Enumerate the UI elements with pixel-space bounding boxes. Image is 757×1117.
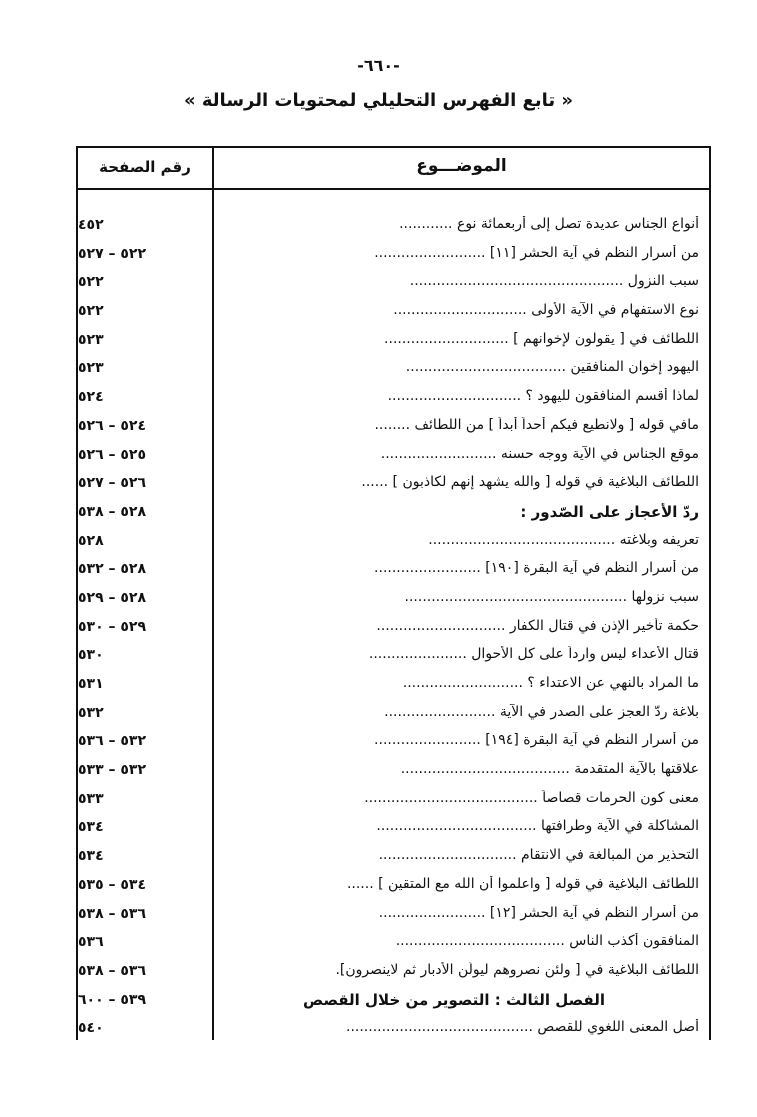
row-page-number: ٥٢٨ <box>78 532 104 549</box>
row-topic: من أسرار النظم في آية الحشر [١٢] ........................ <box>378 904 699 921</box>
table-row <box>78 958 709 987</box>
row-page-number: ٥٣٤ <box>78 848 104 865</box>
table-row <box>78 1015 709 1044</box>
table-row <box>78 987 709 1016</box>
row-topic: اللطائف البلاغية في [ ولئن نصروهم ليولّن الأدبار ثم لاينصرون]. <box>335 961 699 978</box>
table-row <box>78 470 709 499</box>
row-topic: تعريفه وبلاغته .......................................... <box>428 531 699 548</box>
row-topic: ردّ الأعجاز على الصّدور : <box>520 502 699 521</box>
table-body <box>78 212 709 1044</box>
row-page-number: ٥٣٤ <box>78 819 104 836</box>
table-row <box>78 327 709 356</box>
table-row <box>78 298 709 327</box>
table-row <box>78 843 709 872</box>
row-topic: سبب نزولها .................................................. <box>404 588 699 605</box>
row-page-number: ٥٢٣ <box>78 331 104 348</box>
table-row <box>78 872 709 901</box>
row-page-number: ٥٢٥ – ٥٢٦ <box>78 446 147 463</box>
table-row <box>78 442 709 471</box>
row-topic: قتال الأعداء ليس وارداً على كل الأحوال ...................... <box>368 646 699 663</box>
column-header-topic: الموضـــوع <box>416 156 507 176</box>
row-topic: التحذير من المبالغة في الانتقام ............................... <box>378 847 699 864</box>
table-row <box>78 728 709 757</box>
table-row <box>78 901 709 930</box>
row-page-number: ٥٣٦ – ٥٣٨ <box>78 905 147 922</box>
row-page-number: ٥٣٤ – ٥٣٥ <box>78 876 147 893</box>
table-row <box>78 786 709 815</box>
table-row <box>78 355 709 384</box>
table-row <box>78 384 709 413</box>
row-page-number: ٥٢٢ <box>78 303 104 320</box>
table-row <box>78 556 709 585</box>
row-topic: اللطائف البلاغية في قوله [ والله يشهد إنهم لكاذبون ] ...... <box>361 474 699 491</box>
row-page-number: ٥٤٠ <box>78 1020 104 1037</box>
row-topic: حكمة تأخير الإذن في قتال الكفار ............................. <box>376 617 699 634</box>
row-page-number: ٥٣٣ <box>78 790 104 807</box>
row-page-number: ٥٣٩ – ٦٠٠ <box>78 991 147 1008</box>
row-topic: من أسرار النظم في آية الحشر [١١] ......................... <box>374 244 699 261</box>
table-row <box>78 671 709 700</box>
table-row <box>78 757 709 786</box>
table-row <box>78 814 709 843</box>
table-row <box>78 528 709 557</box>
table-row <box>78 413 709 442</box>
row-page-number: ٥٣٢ <box>78 704 104 721</box>
row-page-number: ٥٣١ <box>78 676 104 692</box>
row-page-number: ٥٢٨ – ٥٢٩ <box>78 589 147 606</box>
page-number: -٦٦٠- <box>357 56 400 75</box>
row-page-number: ٥٣٢ – ٥٣٦ <box>78 733 147 750</box>
row-page-number: ٥٣٢ – ٥٣٣ <box>78 762 147 779</box>
row-page-number: ٥٢٨ – ٥٣٨ <box>78 503 147 520</box>
table-row <box>78 585 709 614</box>
row-page-number: ٥٢٨ – ٥٣٢ <box>78 561 147 578</box>
row-page-number: ٥٣٠ <box>78 647 104 664</box>
header-rule <box>78 188 709 190</box>
row-page-number: ٥٣٦ <box>78 934 104 951</box>
table-row <box>78 269 709 298</box>
row-page-number: ٤٥٢ <box>78 217 104 233</box>
row-topic: اللطائف في [ يقولون لإخوانهم ] ............................ <box>384 330 699 347</box>
table-row <box>78 241 709 270</box>
row-topic: معنى كون الحرمات قصاصاً ....................................... <box>364 789 699 806</box>
row-topic: أصل المعنى اللغوي للقصص .......................................... <box>346 1019 699 1036</box>
row-page-number: ٥٢٩ – ٥٣٠ <box>78 618 147 635</box>
row-topic: ما المراد بالنهي عن الاعتداء ؟ ........................... <box>402 675 699 691</box>
row-topic: اليهود إخوان المنافقين .................................... <box>405 359 699 376</box>
row-page-number: ٥٣٦ – ٥٣٨ <box>78 962 147 979</box>
page-heading: « تابع الفهرس التحليلي لمحتويات الرسالة » <box>183 90 574 111</box>
row-topic: اللطائف البلاغية في قوله [ واعلموا أن الله مع المتقين ] ...... <box>346 875 699 892</box>
row-topic: المنافقون أكذب الناس ...................................... <box>395 933 699 950</box>
row-page-number: ٥٢٤ <box>78 389 104 406</box>
row-topic: من أسرار النظم في آية البقرة [١٩٤] ........................ <box>374 732 699 749</box>
table-row <box>78 499 709 528</box>
row-topic: موقع الجناس في الآية ووجه حسنه .......................... <box>380 445 699 462</box>
row-topic: لماذا أقسم المنافقون لليهود ؟ .............................. <box>387 388 699 405</box>
table-row <box>78 700 709 729</box>
row-page-number: ٥٢٦ – ٥٢٧ <box>78 475 147 492</box>
row-topic: نوع الاستفهام في الآية الأولى .............................. <box>393 302 699 319</box>
row-page-number: ٥٢٢ – ٥٢٧ <box>78 245 147 262</box>
index-table <box>76 146 711 1040</box>
table-row <box>78 642 709 671</box>
column-header-page: رقم الصفحة <box>99 158 191 176</box>
row-page-number: ٥٢٤ – ٥٢٦ <box>78 417 147 434</box>
row-topic: الفصل الثالث : التصوير من خلال القصص <box>303 990 605 1009</box>
table-row <box>78 212 709 241</box>
table-row <box>78 614 709 643</box>
row-topic: بلاغة ردّ العجز على الصدر في الآية ......................... <box>384 703 699 720</box>
row-page-number: ٥٢٢ <box>78 274 104 291</box>
row-topic: المشاكلة في الآية وطرافتها .................................... <box>376 818 699 835</box>
row-topic: أنواع الجناس عديدة تصل إلى أربعمائة نوع ............ <box>399 216 699 232</box>
row-topic: مافي قوله [ ولانطيع فيكم أحداً أبداً ] من اللطائف ........ <box>374 416 699 433</box>
row-topic: سبب النزول ................................................ <box>409 273 699 290</box>
row-page-number: ٥٢٣ <box>78 360 104 377</box>
row-topic: من أسرار النظم في آية البقرة [١٩٠] ........................ <box>374 560 699 577</box>
row-topic: علاقتها بالآية المتقدمة ...................................... <box>400 761 699 778</box>
table-row <box>78 929 709 958</box>
